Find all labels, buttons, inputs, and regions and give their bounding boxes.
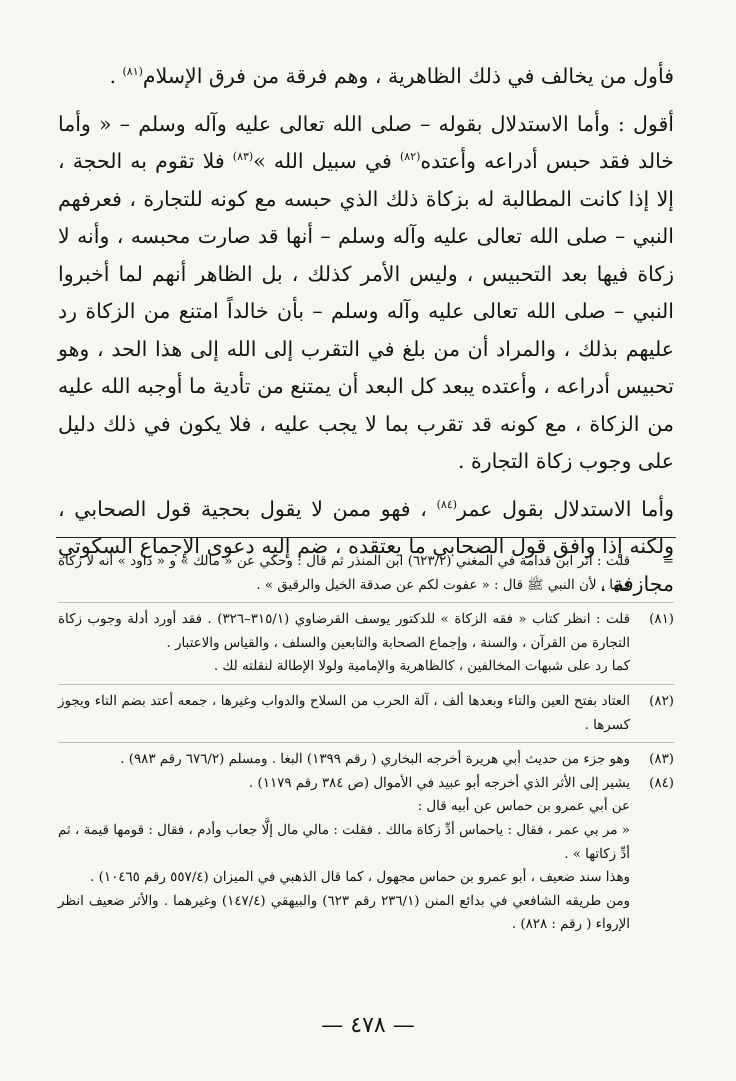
footnote-83 [58,748,674,772]
footnote-continued [58,550,674,597]
footnote-83-text: وهو جزء من حديث أبي هريرة أخرجه البخاري ( رقم ١٣٩٩) البغا . ومسلم (٦٧٦/٢ رقم ٩٨٣) . [120,752,630,768]
footnote-separator [56,537,676,538]
footnotes [58,550,674,937]
paragraph-2-part-b: في سبيل الله » [253,149,400,173]
paragraph-2-part-a: أقول : وأما الاستدلال بقوله – صلى الله تعالى عليه وآله وسلم – « وأما خالد فقد حبس أدراعه وأعتده [58,111,674,173]
paragraph-1-tail: . [109,64,123,88]
footnote-84-line-1: يشير إلى الأثر الذي أخرجه أبو عبيد في الأموال (ص ٣٨٤ رقم ١١٧٩) . [249,775,630,791]
footnote-ref-82: (٨٢) [400,150,421,164]
paragraph-2 [58,106,674,481]
footnote-continued-text: قلت : أثر ابن قدامة في المغني (٦٢٣/٢) ابن المنذر ثم قال : وحكي عن « مالك » و « داود » أنه لا زكاة فيها ، لأن النبي ﷺ قال : « عفوت لكم عن صدقة الخيل والرقيق » . [58,554,630,593]
paragraph-1 [58,58,674,96]
footnote-84-line-3: « مر بي عمر ، فقال : ياحماس أدِّ زكاة مالك . فقلت : مالي مال إلَّا جعاب وأدم ، فقال : قومها قيمة ، ثم أدِّ زكاتها » . [58,822,630,862]
page-number: — ٤٧٨ — [321,1013,415,1038]
paragraph-1-text: فأول من يخالف في ذلك الظاهرية ، وهم فرقة من فرق الإسلام [142,64,674,88]
paragraph-2-part-c: فلا تقوم به الحجة ، إلا إذا كانت المطالبة له بزكاة ذلك الذي حبسه مع كونه للتجارة ، فعرفهم النبي – صلى الله تعالى عليه وآله وسلم – أنها قد صارت محبسه ، وأنه لا زكاة فيها بعد التحبيس ، وليس الأمر كذلك ، بل الظاهر أنهم لما أخبروا النبي – صلى الله تعالى عليه وآله وسلم – بأن خالداً امتنع من الزكاة رد عليهم بذلك ، والمراد أن من بلغ في التقرب إلى الله إلى هذا الحد ، وهو تحبيس أدراعه ، وأعتده يبعد كل البعد أن يمتنع من تأدية ما أوجبه الله عليه من الزكاة ، مع كونه قد تقرب بما لا يجب عليه ، فلا يكون في ذلك دليل على وجوب زكاة التجارة . [58,149,674,473]
footnote-ref-84: (٨٤) [436,497,458,511]
footnote-84-line-4: وهذا سند ضعيف ، أبو عمرو بن حماس مجهول ، كما قال الذهبي في الميزان (٥٥٧/٤ رقم ١٠٤٦٥) . [90,870,630,886]
footnote-84 [58,772,674,937]
footnote-81-line-1: قلت : انظر كتاب « فقه الزكاة » للدكتور يوسف القرضاوي (٣١٥/١–٣٢٦) . فقد أورد أدلة وجوب زكاة التجارة من القرآن ، والسنة ، وإجماع الصحابة والتابعين والسلف ، والقياس والاعتبار . [58,612,630,651]
footnote-divider [58,684,674,685]
footnote-continuation-marker: = [662,554,674,569]
paragraph-3-part-a: وأما الاستدلال بقول عمر [457,496,674,521]
footnote-81-line-2: كما رد على شبهات المخالفين ، كالظاهرية والإمامية ولولا الإطالة لنقلته لك . [213,659,630,675]
footnote-ref-81: (٨١) [122,65,143,79]
main-text [58,58,674,611]
footnote-82 [58,690,674,737]
footnote-81 [58,608,674,679]
footnote-84-line-2: عن أبي عمرو بن حماس عن أبيه قال : [417,799,630,815]
paragraph-3-part-b: ، فهو ممن لا يقول بحجية قول الصحابي ، ولكنه إذا وافق قول الصحابي ما يعتقده ، ضم إليه دعوى الإجماع السكوتي مجازفة . [58,496,674,596]
footnote-83-number: (٨٣) [649,752,674,768]
footnote-82-number: (٨٢) [649,693,674,709]
footnote-82-text: العتاد بفتح العين والتاء وبعدها ألف ، آلة الحرب من السلاح والدواب وغيرها ، جمعه أعتد بضم التاء ويجوز كسرها . [58,693,630,733]
footnote-84-line-5: ومن طريقه الشافعي في بدائع المنن (٢٣٦/١ رقم ٦٢٣) والبيهقي (١٤٧/٤) وغيرهما . والأثر ضعيف انظر الإرواء ( رقم : ٨٢٨) . [58,893,631,933]
footnote-84-number: (٨٤) [649,775,674,791]
footnote-divider [58,742,674,743]
footnote-81-number: (٨١) [649,612,674,628]
footnote-ref-83: (٨٣) [232,150,254,164]
footnote-divider [58,602,674,603]
